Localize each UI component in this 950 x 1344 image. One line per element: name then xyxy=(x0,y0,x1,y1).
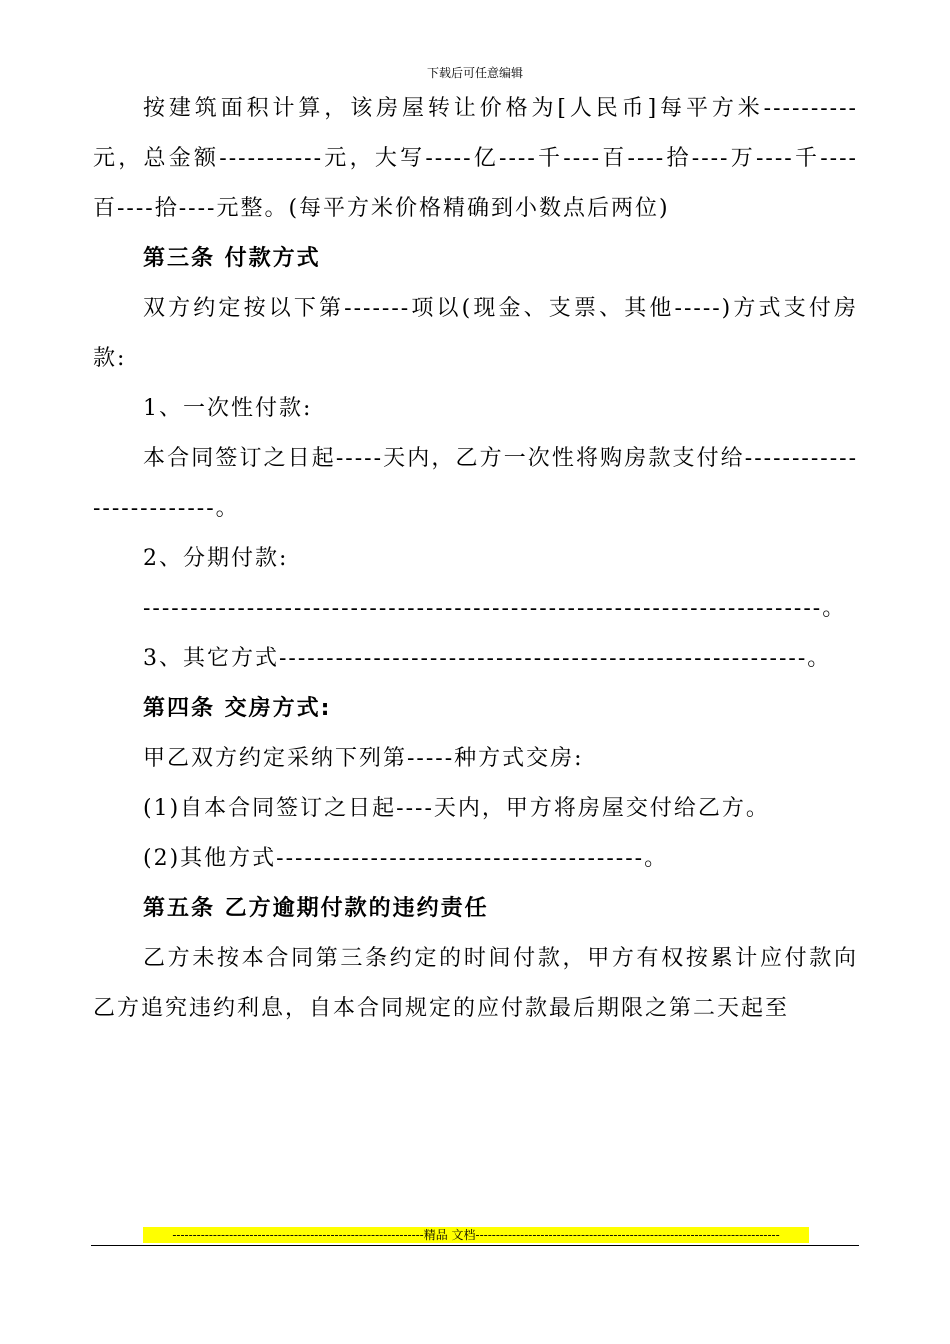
payment-option-3-text: 3、其它方式--------------------------------------------------------。 xyxy=(143,646,832,671)
price-paragraph: 按建筑面积计算，该房屋转让价格为[人民币]每平方米----------元，总金额-----------元，大写-----亿----千----百----拾----万----千----百----拾----元整。(每平方米价格精确到小数点后两位) xyxy=(93,96,858,221)
article-5-title: 第五条 乙方逾期付款的违约责任 xyxy=(143,896,489,921)
page-header-note: 下载后可任意编辑 xyxy=(426,66,523,80)
payment-option-1-text: 本合同签订之日起-----天内，乙方一次性将购房款支付给-------------------------。 xyxy=(93,446,858,521)
payment-option-2-label: 2、分期付款: xyxy=(143,546,289,571)
article-3-intro: 双方约定按以下第-------项以(现金、支票、其他-----)方式支付房款: xyxy=(93,296,858,371)
handover-option-2: (2)其他方式---------------------------------------。 xyxy=(143,846,669,871)
footer-highlight-bar: --------------------------------------------------------------精品 文档--------------------------------------------------------------------------- xyxy=(143,1227,809,1243)
payment-option-2-text: ------------------------------------------------------------------------。 xyxy=(143,596,847,621)
article-5-text: 乙方未按本合同第三条约定的时间付款，甲方有权按累计应付款向乙方追究违约利息，自本合同规定的应付款最后期限之第二天起至 xyxy=(93,946,858,1021)
handover-option-1: (1)自本合同签订之日起----天内，甲方将房屋交付给乙方。 xyxy=(143,796,770,821)
document-body xyxy=(93,84,858,1034)
article-3-title: 第三条 付款方式 xyxy=(143,246,321,271)
article-4-intro: 甲乙双方约定采纳下列第-----种方式交房: xyxy=(143,746,584,771)
article-4-title: 第四条 交房方式: xyxy=(143,696,332,721)
payment-option-1-label: 1、一次性付款: xyxy=(143,396,313,421)
footer-divider xyxy=(91,1245,859,1246)
